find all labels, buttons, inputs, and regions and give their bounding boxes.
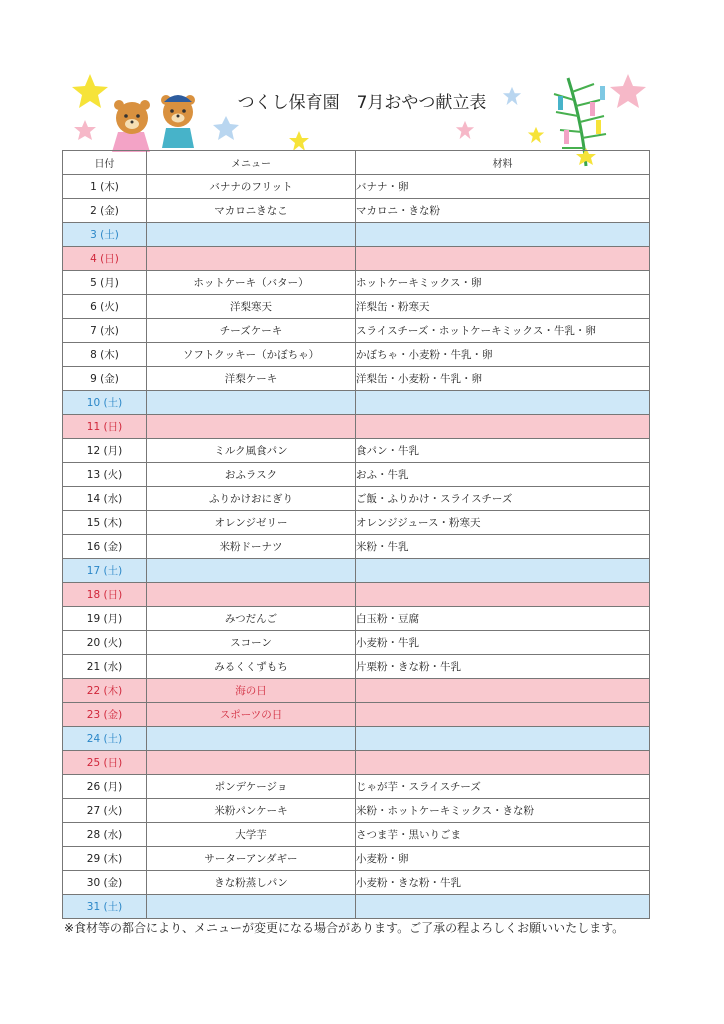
date-cell: 7 (水) xyxy=(63,319,147,343)
star-icon xyxy=(213,116,239,140)
menu-cell: バナナのフリット xyxy=(147,175,356,199)
table-row xyxy=(63,895,650,919)
ingredients-cell: さつま芋・黒いりごま xyxy=(356,823,650,847)
table-row xyxy=(63,463,650,487)
ingredients-cell: 米粉・牛乳 xyxy=(356,535,650,559)
star-icon xyxy=(74,120,96,140)
menu-cell: ポンデケージョ xyxy=(147,775,356,799)
table-row xyxy=(63,319,650,343)
menu-cell: マカロニきなこ xyxy=(147,199,356,223)
table-row xyxy=(63,631,650,655)
date-cell: 6 (火) xyxy=(63,295,147,319)
ingredients-cell: 小麦粉・牛乳 xyxy=(356,631,650,655)
menu-cell: ソフトクッキー（かぼちゃ） xyxy=(147,343,356,367)
menu-cell: みるくくずもち xyxy=(147,655,356,679)
table-row xyxy=(63,271,650,295)
date-cell: 21 (水) xyxy=(63,655,147,679)
table-row xyxy=(63,415,650,439)
menu-cell xyxy=(147,895,356,919)
table-row xyxy=(63,391,650,415)
table-row xyxy=(63,679,650,703)
table-row xyxy=(63,703,650,727)
menu-cell: オレンジゼリー xyxy=(147,511,356,535)
date-cell: 15 (木) xyxy=(63,511,147,535)
date-cell: 1 (木) xyxy=(63,175,147,199)
ingredients-cell xyxy=(356,223,650,247)
menu-cell: 洋梨寒天 xyxy=(147,295,356,319)
menu-cell: ミルク風食パン xyxy=(147,439,356,463)
ingredients-cell: スライスチーズ・ホットケーキミックス・牛乳・卵 xyxy=(356,319,650,343)
date-cell: 20 (火) xyxy=(63,631,147,655)
menu-cell xyxy=(147,247,356,271)
ingredients-column-header: 材料 xyxy=(356,151,650,175)
date-cell: 5 (月) xyxy=(63,271,147,295)
date-cell: 25 (日) xyxy=(63,751,147,775)
ingredients-cell: 小麦粉・きな粉・牛乳 xyxy=(356,871,650,895)
ingredients-cell: かぼちゃ・小麦粉・牛乳・卵 xyxy=(356,343,650,367)
table-row xyxy=(63,343,650,367)
menu-cell: 大学芋 xyxy=(147,823,356,847)
table-row xyxy=(63,607,650,631)
table-row xyxy=(63,727,650,751)
table-row xyxy=(63,511,650,535)
table-row xyxy=(63,871,650,895)
date-cell: 8 (木) xyxy=(63,343,147,367)
ingredients-cell xyxy=(356,583,650,607)
date-cell: 22 (木) xyxy=(63,679,147,703)
menu-cell: ふりかけおにぎり xyxy=(147,487,356,511)
date-cell: 30 (金) xyxy=(63,871,147,895)
table-row xyxy=(63,175,650,199)
menu-cell: きな粉蒸しパン xyxy=(147,871,356,895)
table-row xyxy=(63,367,650,391)
table-row xyxy=(63,487,650,511)
ingredients-cell xyxy=(356,679,650,703)
date-cell: 16 (金) xyxy=(63,535,147,559)
table-row xyxy=(63,751,650,775)
date-cell: 17 (土) xyxy=(63,559,147,583)
table-header-row xyxy=(63,151,650,175)
ingredients-cell: オレンジジュース・粉寒天 xyxy=(356,511,650,535)
ingredients-cell: ご飯・ふりかけ・スライスチーズ xyxy=(356,487,650,511)
table-body xyxy=(63,175,650,919)
table-row xyxy=(63,823,650,847)
date-cell: 9 (金) xyxy=(63,367,147,391)
menu-cell: 米粉ドーナツ xyxy=(147,535,356,559)
table-row xyxy=(63,799,650,823)
date-cell: 28 (水) xyxy=(63,823,147,847)
date-cell: 23 (金) xyxy=(63,703,147,727)
ingredients-cell: 洋梨缶・粉寒天 xyxy=(356,295,650,319)
ingredients-cell: マカロニ・きな粉 xyxy=(356,199,650,223)
menu-cell: みつだんご xyxy=(147,607,356,631)
menu-cell xyxy=(147,223,356,247)
ingredients-cell: 米粉・ホットケーキミックス・きな粉 xyxy=(356,799,650,823)
footer-note: ※食材等の都合により、メニューが変更になる場合があります。ご了承の程よろしくお願いいたします。 xyxy=(64,921,625,935)
ingredients-cell: バナナ・卵 xyxy=(356,175,650,199)
table-row xyxy=(63,583,650,607)
menu-cell xyxy=(147,415,356,439)
menu-cell xyxy=(147,559,356,583)
table-row xyxy=(63,559,650,583)
menu-cell: チーズケーキ xyxy=(147,319,356,343)
ingredients-cell xyxy=(356,559,650,583)
date-cell: 11 (日) xyxy=(63,415,147,439)
table-row xyxy=(63,439,650,463)
menu-cell: おふラスク xyxy=(147,463,356,487)
menu-cell: 米粉パンケーキ xyxy=(147,799,356,823)
ingredients-cell xyxy=(356,415,650,439)
date-cell: 18 (日) xyxy=(63,583,147,607)
ingredients-cell xyxy=(356,727,650,751)
table-row xyxy=(63,655,650,679)
table-row xyxy=(63,295,650,319)
date-cell: 29 (木) xyxy=(63,847,147,871)
date-cell: 31 (土) xyxy=(63,895,147,919)
ingredients-cell: ホットケーキミックス・卵 xyxy=(356,271,650,295)
star-icon xyxy=(455,120,475,140)
ingredients-cell: じゃが芋・スライスチーズ xyxy=(356,775,650,799)
date-cell: 3 (土) xyxy=(63,223,147,247)
ingredients-cell xyxy=(356,895,650,919)
date-cell: 14 (水) xyxy=(63,487,147,511)
table-row xyxy=(63,535,650,559)
table-row xyxy=(63,247,650,271)
page-title: つくし保育園 7月おやつ献立表 xyxy=(237,93,487,113)
date-cell: 2 (金) xyxy=(63,199,147,223)
date-cell: 19 (月) xyxy=(63,607,147,631)
table-row xyxy=(63,775,650,799)
ingredients-cell xyxy=(356,751,650,775)
ingredients-cell: 小麦粉・卵 xyxy=(356,847,650,871)
snack-menu-table xyxy=(62,150,650,919)
ingredients-cell xyxy=(356,703,650,727)
menu-cell xyxy=(147,391,356,415)
ingredients-cell: 片栗粉・きな粉・牛乳 xyxy=(356,655,650,679)
date-cell: 13 (火) xyxy=(63,463,147,487)
ingredients-cell xyxy=(356,391,650,415)
ingredients-cell xyxy=(356,247,650,271)
menu-cell xyxy=(147,751,356,775)
ingredients-cell: 食パン・牛乳 xyxy=(356,439,650,463)
menu-cell: 洋梨ケーキ xyxy=(147,367,356,391)
menu-cell: スコーン xyxy=(147,631,356,655)
date-cell: 10 (土) xyxy=(63,391,147,415)
table-row xyxy=(63,199,650,223)
menu-cell: 海の日 xyxy=(147,679,356,703)
menu-cell: スポーツの日 xyxy=(147,703,356,727)
menu-cell xyxy=(147,727,356,751)
menu-cell xyxy=(147,583,356,607)
ingredients-cell: おふ・牛乳 xyxy=(356,463,650,487)
date-column-header: 日付 xyxy=(63,151,147,175)
menu-column-header: メニュー xyxy=(147,151,356,175)
date-cell: 26 (月) xyxy=(63,775,147,799)
date-cell: 27 (火) xyxy=(63,799,147,823)
date-cell: 12 (月) xyxy=(63,439,147,463)
menu-cell: ホットケーキ（バター） xyxy=(147,271,356,295)
date-cell: 24 (土) xyxy=(63,727,147,751)
date-cell: 4 (日) xyxy=(63,247,147,271)
menu-cell: サーターアンダギー xyxy=(147,847,356,871)
star-icon xyxy=(288,130,310,152)
table-row xyxy=(63,847,650,871)
ingredients-cell: 白玉粉・豆腐 xyxy=(356,607,650,631)
table-row xyxy=(63,223,650,247)
ingredients-cell: 洋梨缶・小麦粉・牛乳・卵 xyxy=(356,367,650,391)
